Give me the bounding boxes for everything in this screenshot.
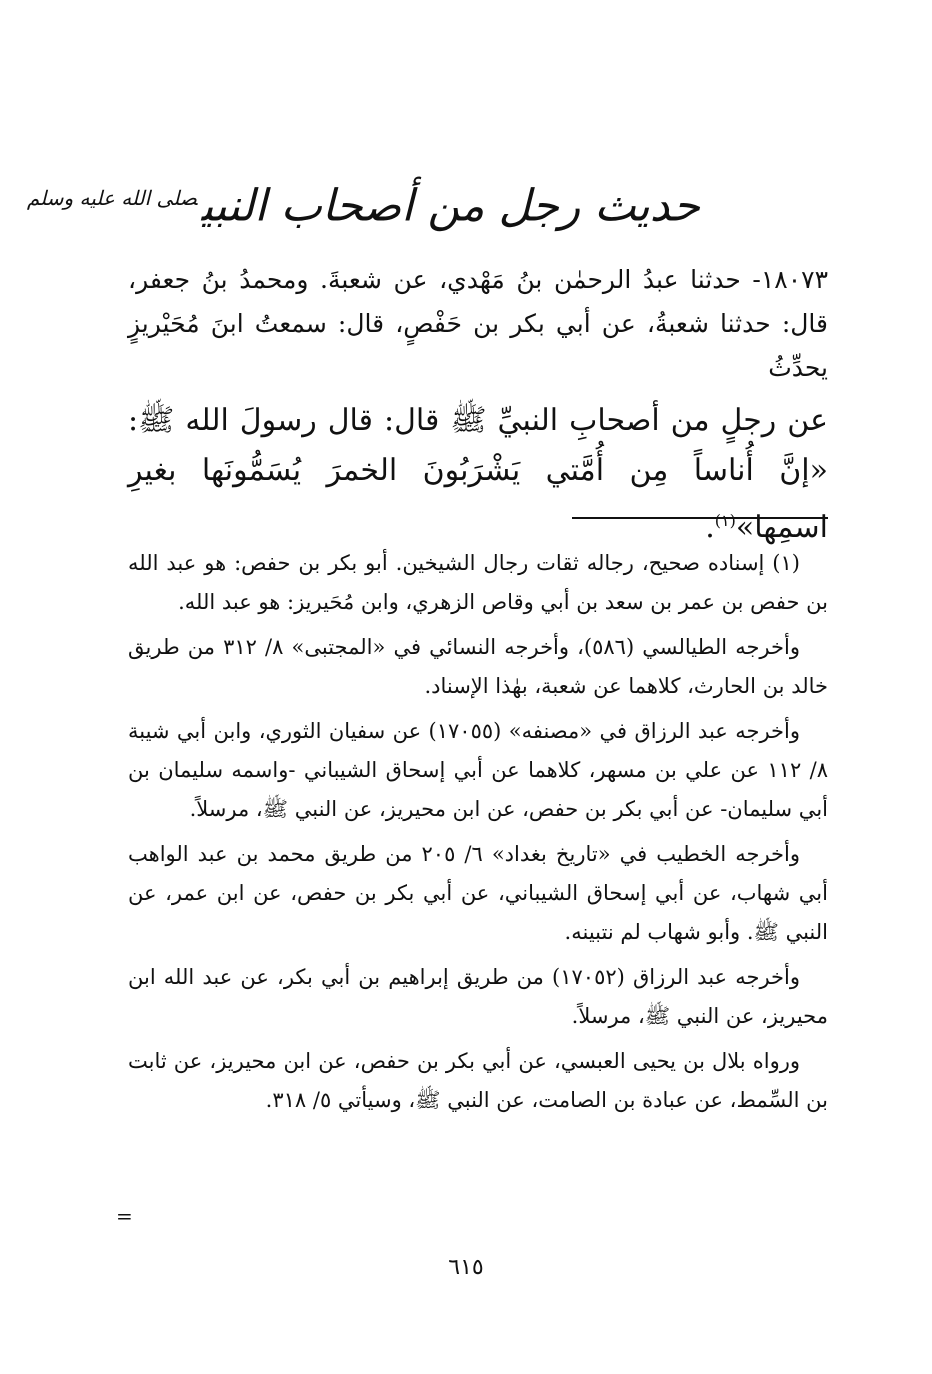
hadith-isnad: ١٨٠٧٣- حدثنا عبدُ الرحمٰن بنُ مَهْدي، عن شعبةَ. ومحمدُ بنُ جعفر، قال: حدثنا شعبةُ، عن أبي بكر بن حَفْصٍ، قال: سمعتُ ابنَ مُحَيْريزٍ يحدِّثُ xyxy=(128,265,828,382)
page-number: ٦١٥ xyxy=(448,1255,484,1280)
honorific-text: صلى الله عليه وسلم xyxy=(26,186,198,210)
matn-end-dot: . xyxy=(705,510,715,545)
footnote-divider xyxy=(572,517,828,519)
footnotes-section xyxy=(128,544,828,1126)
hadith-matn xyxy=(128,396,828,553)
continuation-mark: = xyxy=(116,1204,133,1228)
hadith-matn-text: عن رجلٍ من أصحابِ النبيِّ ﷺ قال: قال رسولَ الله ﷺ: «إنَّ أُناساً مِن أُمَّتي يَشْرَبُونَ الخمرَ يُسَمُّونَها بغيرِ اسمِها» xyxy=(128,403,828,545)
footnote-paragraph: ورواه بلال بن يحيى العبسي، عن أبي بكر بن حفص، عن ابن محيريز، عن ثابت بن السِّمط، عن عبادة بن الصامت، عن النبي ﷺ، وسيأتي ٥/ ٣١٨. xyxy=(128,1049,828,1112)
chapter-title xyxy=(26,168,700,237)
footnote-paragraph: وأخرجه عبد الرزاق (١٧٠٥٢) من طريق إبراهيم بن أبي بكر، عن عبد الله ابن محيريز، عن النبي ﷺ، مرسلاً. xyxy=(128,965,828,1028)
chapter-title-text: حديث رجل من أصحاب النبي xyxy=(201,180,700,232)
footnote-marker: (١) xyxy=(714,511,736,530)
footnote-paragraph: وأخرجه الطيالسي (٥٨٦)، وأخرجه النسائي في «المجتبى» ٨/ ٣١٢ من طريق خالد بن الحارث، كلاهما عن شعبة، بهٰذا الإسناد. xyxy=(128,635,828,698)
footnote-paragraph: وأخرجه عبد الرزاق في «مصنفه» (١٧٠٥٥) عن سفيان الثوري، وابن أبي شيبة ٨/ ١١٢ عن علي بن مسهر، كلاهما عن أبي إسحاق الشيباني -واسمه سليمان بن أبي سليمان- عن أبي بكر بن حفص، عن ابن محيريز، عن النبي ﷺ، مرسلاً. xyxy=(128,719,828,821)
footnote-paragraph: (١) إسناده صحيح، رجاله ثقات رجال الشيخين. أبو بكر بن حفص: هو عبد الله بن حفص بن عمر بن سعد بن أبي وقاص الزهري، وابن مُحَيريز: هو عبد الله. xyxy=(128,551,828,614)
footnote-paragraph: وأخرجه الخطيب في «تاريخ بغداد» ٦/ ٢٠٥ من طريق محمد بن عبد الواهب أبي شهاب، عن أبي إسحاق الشيباني، عن أبي بكر بن حفص، عن ابن عمر، عن النبي ﷺ. وأبو شهاب لم نتبينه. xyxy=(128,842,828,944)
